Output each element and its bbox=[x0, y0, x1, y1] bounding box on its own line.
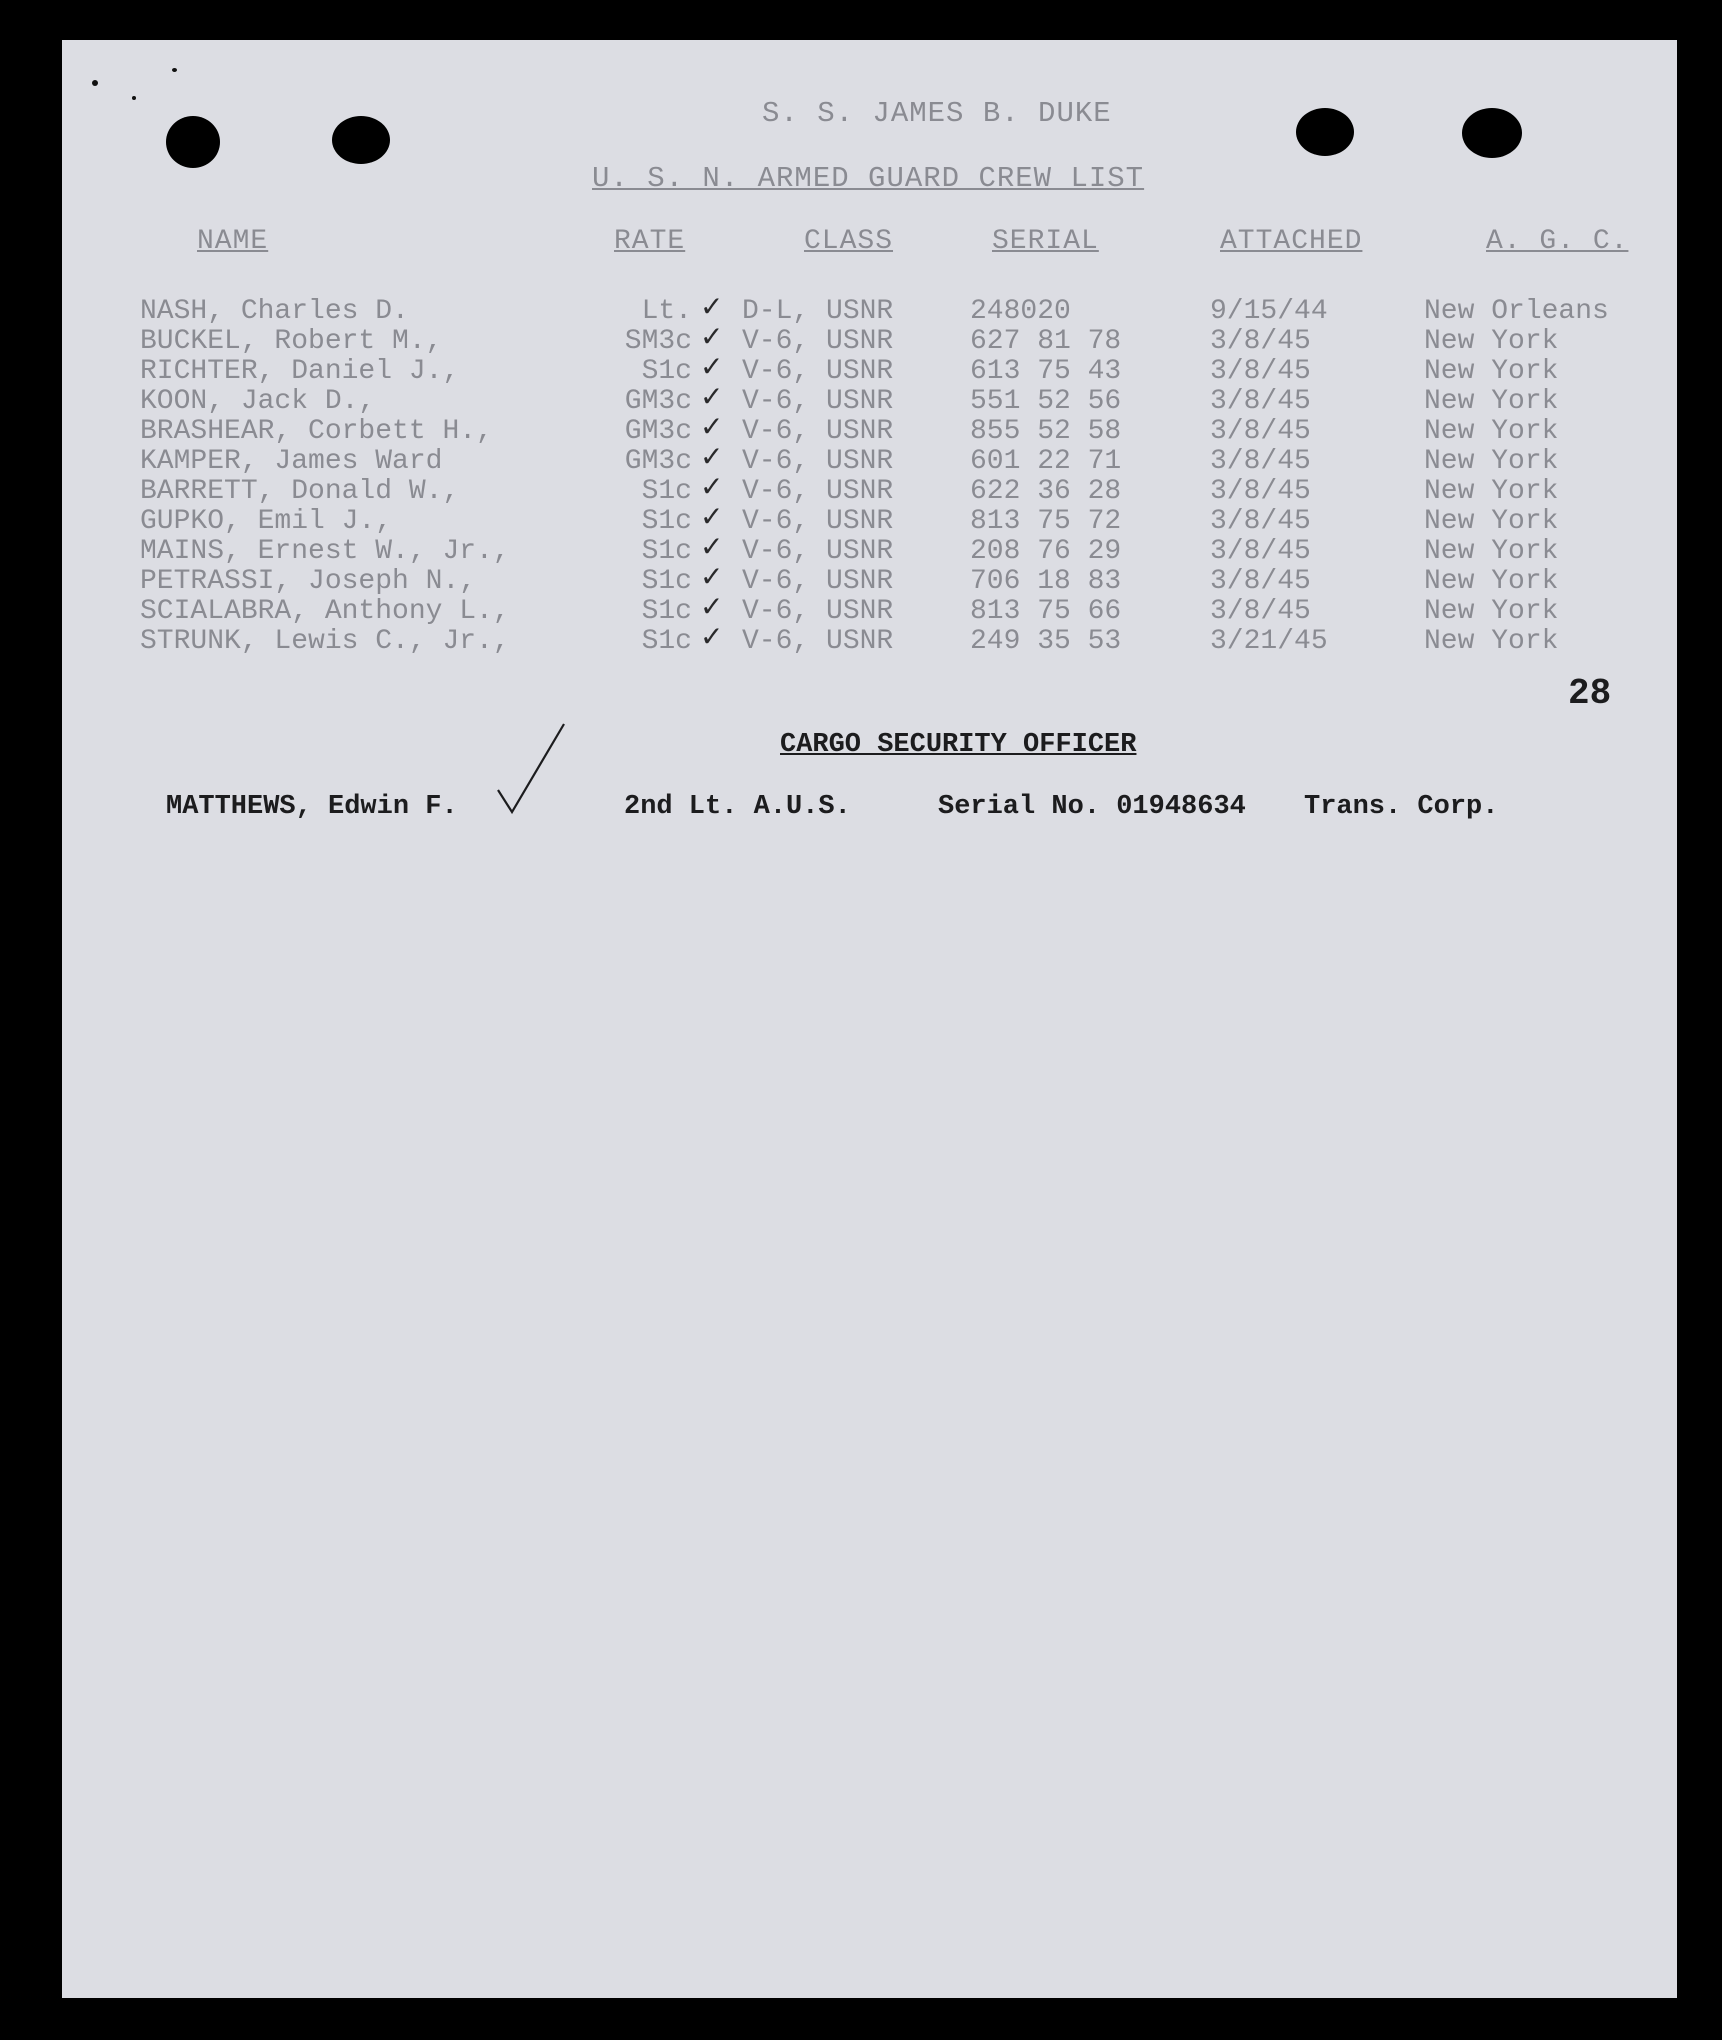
speck bbox=[132, 96, 136, 100]
table-row bbox=[62, 380, 1677, 417]
check-mark-icon: ✓ bbox=[700, 620, 724, 653]
officer-corps: Trans. Corp. bbox=[1304, 792, 1499, 822]
crew-serial: 813 75 72 bbox=[970, 506, 1122, 537]
check-mark-icon: ✓ bbox=[700, 530, 724, 563]
table-row bbox=[62, 290, 1677, 327]
punch-hole bbox=[1462, 108, 1522, 158]
crew-attached: 3/8/45 bbox=[1210, 596, 1311, 627]
crew-rate: GM3c bbox=[624, 386, 692, 417]
crew-class: D-L, USNR bbox=[742, 296, 894, 327]
crew-agc: New York bbox=[1424, 536, 1559, 567]
crew-name: SCIALABRA, Anthony L., bbox=[140, 596, 510, 627]
crew-serial: 813 75 66 bbox=[970, 596, 1122, 627]
crew-rate: S1c bbox=[641, 596, 692, 627]
crew-serial: 248020 bbox=[970, 296, 1071, 327]
check-mark-icon: ✓ bbox=[700, 410, 724, 443]
table-row bbox=[62, 590, 1677, 627]
crew-class: V-6, USNR bbox=[742, 446, 894, 477]
crew-rate: GM3c bbox=[624, 446, 692, 477]
crew-class: V-6, USNR bbox=[742, 356, 894, 387]
officer-serial: Serial No. 01948634 bbox=[938, 792, 1246, 822]
crew-agc: New York bbox=[1424, 326, 1559, 357]
crew-rate: S1c bbox=[641, 356, 692, 387]
punch-hole bbox=[332, 116, 390, 164]
crew-agc: New York bbox=[1424, 626, 1559, 657]
crew-name: STRUNK, Lewis C., Jr., bbox=[140, 626, 510, 657]
table-row bbox=[62, 500, 1677, 537]
crew-class: V-6, USNR bbox=[742, 536, 894, 567]
check-mark-icon: ✓ bbox=[700, 470, 724, 503]
header-agc: A. G. C. bbox=[1486, 226, 1629, 257]
check-mark-icon: ✓ bbox=[700, 290, 724, 323]
crew-class: V-6, USNR bbox=[742, 596, 894, 627]
crew-agc: New York bbox=[1424, 506, 1559, 537]
crew-agc: New York bbox=[1424, 596, 1559, 627]
crew-attached: 3/8/45 bbox=[1210, 326, 1311, 357]
crew-attached: 3/8/45 bbox=[1210, 536, 1311, 567]
crew-class: V-6, USNR bbox=[742, 506, 894, 537]
crew-serial: 613 75 43 bbox=[970, 356, 1122, 387]
crew-serial: 249 35 53 bbox=[970, 626, 1122, 657]
header-attached: ATTACHED bbox=[1220, 226, 1363, 257]
crew-attached: 3/8/45 bbox=[1210, 506, 1311, 537]
check-mark-icon: ✓ bbox=[700, 350, 724, 383]
crew-class: V-6, USNR bbox=[742, 326, 894, 357]
crew-name: BUCKEL, Robert M., bbox=[140, 326, 443, 357]
crew-name: KOON, Jack D., bbox=[140, 386, 376, 417]
crew-rate: Lt. bbox=[641, 296, 692, 327]
crew-attached: 9/15/44 bbox=[1210, 296, 1328, 327]
crew-rate: S1c bbox=[641, 536, 692, 567]
speck bbox=[92, 80, 98, 86]
speck bbox=[172, 68, 177, 72]
check-mark-icon: ✓ bbox=[700, 380, 724, 413]
crew-rate: GM3c bbox=[624, 416, 692, 447]
page-number: 28 bbox=[1568, 673, 1612, 714]
check-mark-icon: ✓ bbox=[700, 500, 724, 533]
crew-attached: 3/21/45 bbox=[1210, 626, 1328, 657]
crew-name: RICHTER, Daniel J., bbox=[140, 356, 460, 387]
punch-hole bbox=[1296, 108, 1354, 156]
table-row bbox=[62, 530, 1677, 567]
crew-name: KAMPER, James Ward bbox=[140, 446, 443, 477]
crew-name: BARRETT, Donald W., bbox=[140, 476, 460, 507]
crew-agc: New York bbox=[1424, 416, 1559, 447]
officer-rank: 2nd Lt. A.U.S. bbox=[624, 792, 851, 822]
crew-agc: New Orleans bbox=[1424, 296, 1609, 327]
crew-list-title: U. S. N. ARMED GUARD CREW LIST bbox=[592, 162, 1145, 195]
crew-class: V-6, USNR bbox=[742, 566, 894, 597]
table-row bbox=[62, 560, 1677, 597]
crew-attached: 3/8/45 bbox=[1210, 446, 1311, 477]
crew-attached: 3/8/45 bbox=[1210, 566, 1311, 597]
crew-agc: New York bbox=[1424, 386, 1559, 417]
crew-name: BRASHEAR, Corbett H., bbox=[140, 416, 493, 447]
crew-class: V-6, USNR bbox=[742, 476, 894, 507]
crew-agc: New York bbox=[1424, 566, 1559, 597]
crew-class: V-6, USNR bbox=[742, 386, 894, 417]
check-mark-icon: ✓ bbox=[700, 320, 724, 353]
crew-serial: 706 18 83 bbox=[970, 566, 1122, 597]
crew-serial: 551 52 56 bbox=[970, 386, 1122, 417]
crew-serial: 855 52 58 bbox=[970, 416, 1122, 447]
crew-agc: New York bbox=[1424, 446, 1559, 477]
crew-agc: New York bbox=[1424, 356, 1559, 387]
table-row bbox=[62, 440, 1677, 477]
crew-class: V-6, USNR bbox=[742, 416, 894, 447]
table-row bbox=[62, 320, 1677, 357]
crew-serial: 601 22 71 bbox=[970, 446, 1122, 477]
crew-attached: 3/8/45 bbox=[1210, 476, 1311, 507]
crew-serial: 622 36 28 bbox=[970, 476, 1122, 507]
crew-attached: 3/8/45 bbox=[1210, 386, 1311, 417]
table-row bbox=[62, 470, 1677, 507]
table-row bbox=[62, 410, 1677, 447]
crew-name: NASH, Charles D. bbox=[140, 296, 409, 327]
crew-name: MAINS, Ernest W., Jr., bbox=[140, 536, 510, 567]
check-mark-icon bbox=[492, 720, 572, 830]
crew-class: V-6, USNR bbox=[742, 626, 894, 657]
crew-name: PETRASSI, Joseph N., bbox=[140, 566, 477, 597]
crew-rate: SM3c bbox=[624, 326, 692, 357]
table-row bbox=[62, 350, 1677, 387]
crew-rate: S1c bbox=[641, 626, 692, 657]
crew-rate: S1c bbox=[641, 506, 692, 537]
crew-name: GUPKO, Emil J., bbox=[140, 506, 393, 537]
header-name: NAME bbox=[197, 226, 269, 257]
crew-attached: 3/8/45 bbox=[1210, 356, 1311, 387]
check-mark-icon: ✓ bbox=[700, 590, 724, 623]
header-rate: RATE bbox=[614, 226, 686, 257]
crew-serial: 208 76 29 bbox=[970, 536, 1122, 567]
document-page bbox=[62, 40, 1677, 1998]
header-serial: SERIAL bbox=[992, 226, 1099, 257]
crew-rate: S1c bbox=[641, 476, 692, 507]
check-mark-icon: ✓ bbox=[700, 440, 724, 473]
cargo-security-title: CARGO SECURITY OFFICER bbox=[780, 730, 1137, 760]
table-row bbox=[62, 620, 1677, 657]
header-class: CLASS bbox=[804, 226, 894, 257]
crew-serial: 627 81 78 bbox=[970, 326, 1122, 357]
officer-name: MATTHEWS, Edwin F. bbox=[166, 792, 458, 822]
crew-attached: 3/8/45 bbox=[1210, 416, 1311, 447]
crew-agc: New York bbox=[1424, 476, 1559, 507]
ship-title: S. S. JAMES B. DUKE bbox=[762, 97, 1112, 130]
punch-hole bbox=[166, 116, 220, 168]
check-mark-icon: ✓ bbox=[700, 560, 724, 593]
crew-rate: S1c bbox=[641, 566, 692, 597]
